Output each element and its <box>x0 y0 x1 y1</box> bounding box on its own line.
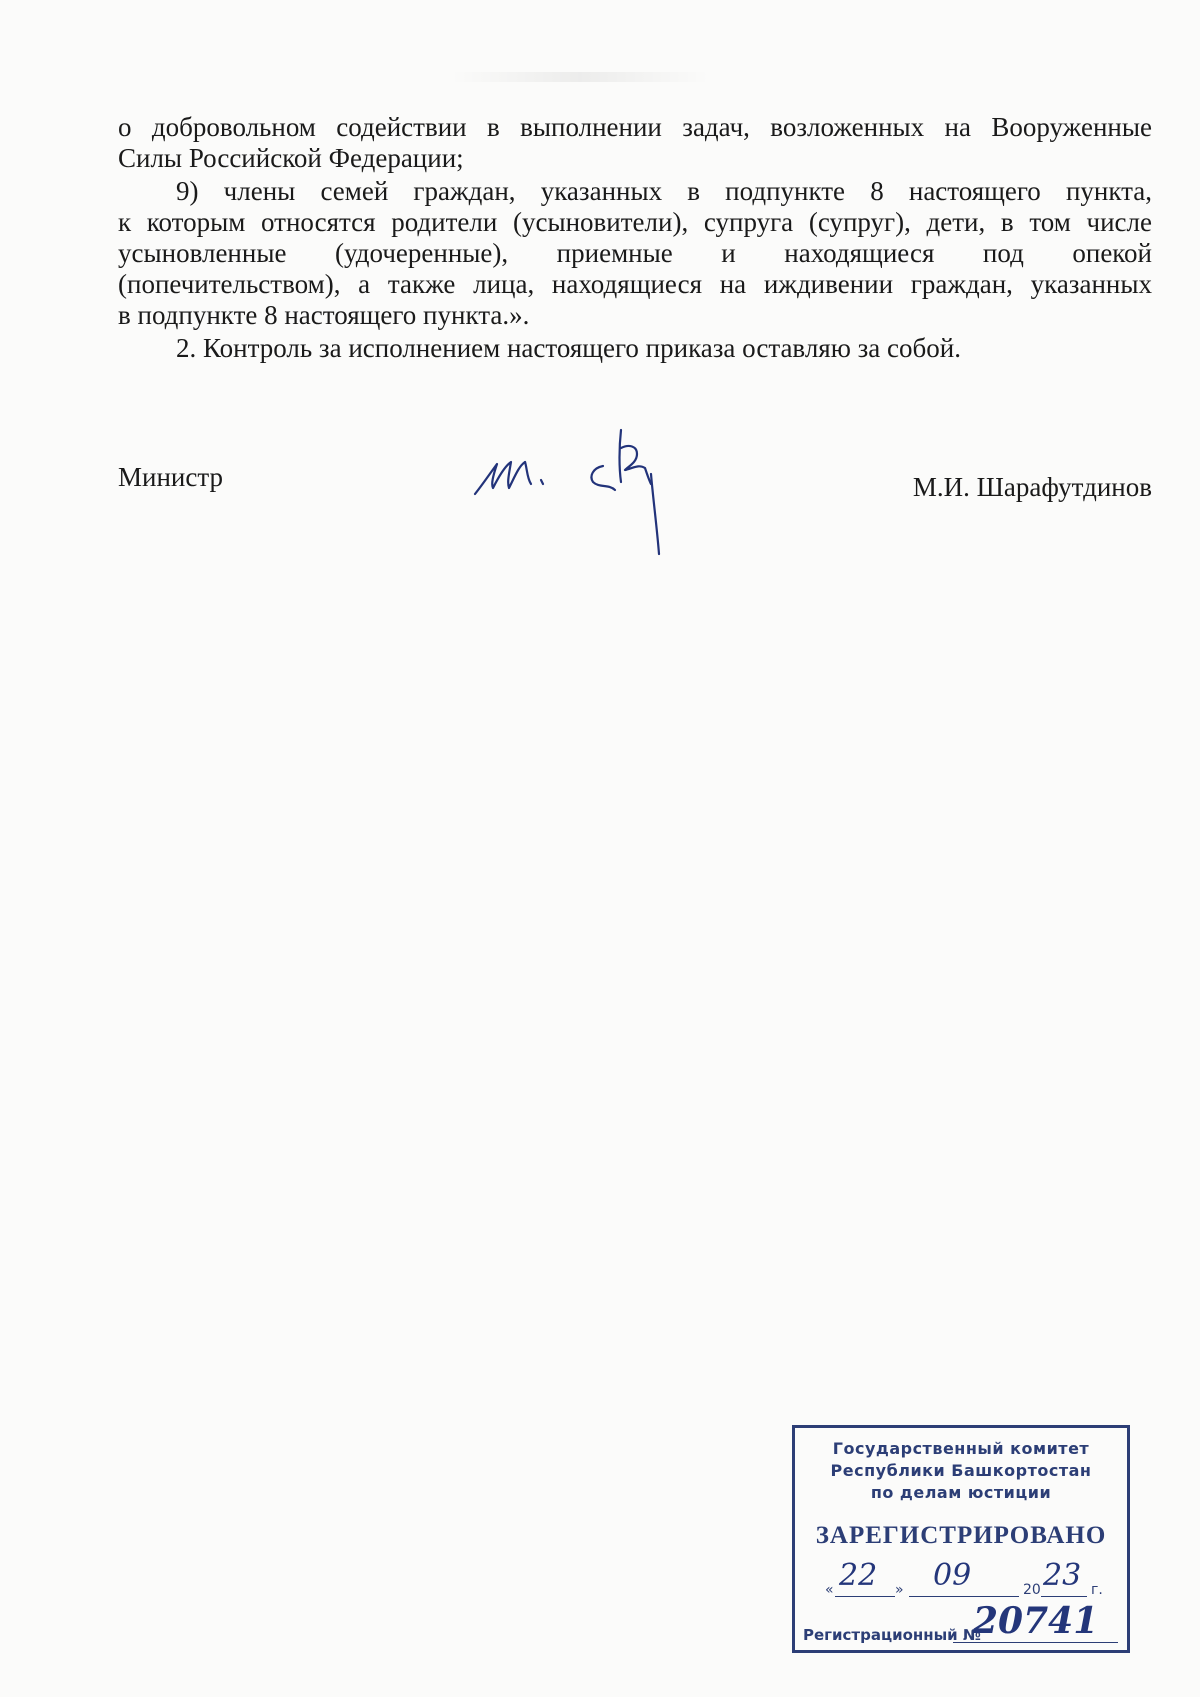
stamp-status: ЗАРЕГИСТРИРОВАНО <box>815 1522 1107 1549</box>
date-close-quote: » <box>895 1582 904 1598</box>
handwritten-signature <box>453 418 713 578</box>
stamp-registration-number <box>803 1600 1123 1646</box>
reg-number-value: 20741 <box>973 1600 1099 1642</box>
text-line: о добровольном содействии в выполнении задач, возложенных на Вооруженные <box>118 112 1152 142</box>
text-line: 2. Контроль за исполнением настоящего приказа оставляю за собой. <box>176 333 961 363</box>
text-line: к которым относятся родители (усыновители), супруга (супруг), дети, в том числе <box>118 207 1152 237</box>
registration-stamp <box>792 1425 1130 1653</box>
date-day-underline <box>835 1596 895 1597</box>
date-year-underline <box>1041 1596 1087 1597</box>
scan-artifact <box>450 72 710 82</box>
signer-role: Министр <box>118 462 223 492</box>
date-day: 22 <box>839 1558 878 1593</box>
stamp-org-line: Республики Башкортостан <box>830 1461 1092 1480</box>
paragraph-item-2 <box>118 333 1152 364</box>
paragraph-continuation <box>118 112 1152 174</box>
date-year-prefix: 20 <box>1023 1582 1041 1598</box>
stamp-org-line: Государственный комитет <box>832 1439 1090 1458</box>
date-month: 09 <box>933 1558 972 1593</box>
reg-number-underline <box>953 1642 1118 1643</box>
date-year-unit: г. <box>1091 1582 1103 1598</box>
paragraph-item-9 <box>118 176 1152 331</box>
signer-name: М.И. Шарафутдинов <box>912 472 1152 502</box>
stamp-organization <box>795 1438 1127 1504</box>
stamp-date <box>825 1560 1115 1600</box>
text-line: (попечительством), а также лица, находящиеся на иждивении граждан, указанных <box>118 269 1152 299</box>
document-body <box>118 112 1152 364</box>
date-month-underline <box>909 1596 1019 1597</box>
date-open-quote: « <box>825 1582 834 1598</box>
text-line: Силы Российской Федерации; <box>118 143 464 173</box>
reg-number-label: Регистрационный № <box>803 1626 981 1644</box>
text-line: в подпункте 8 настоящего пункта.». <box>118 300 530 330</box>
text-line: усыновленные (удочеренные), приемные и находящиеся под опекой <box>118 238 1152 268</box>
stamp-org-line: по делам юстиции <box>870 1483 1052 1502</box>
text-line: 9) члены семей граждан, указанных в подпункте 8 настоящего пункта, <box>176 176 1152 206</box>
signature-block <box>118 458 1152 578</box>
date-year: 23 <box>1043 1558 1082 1593</box>
